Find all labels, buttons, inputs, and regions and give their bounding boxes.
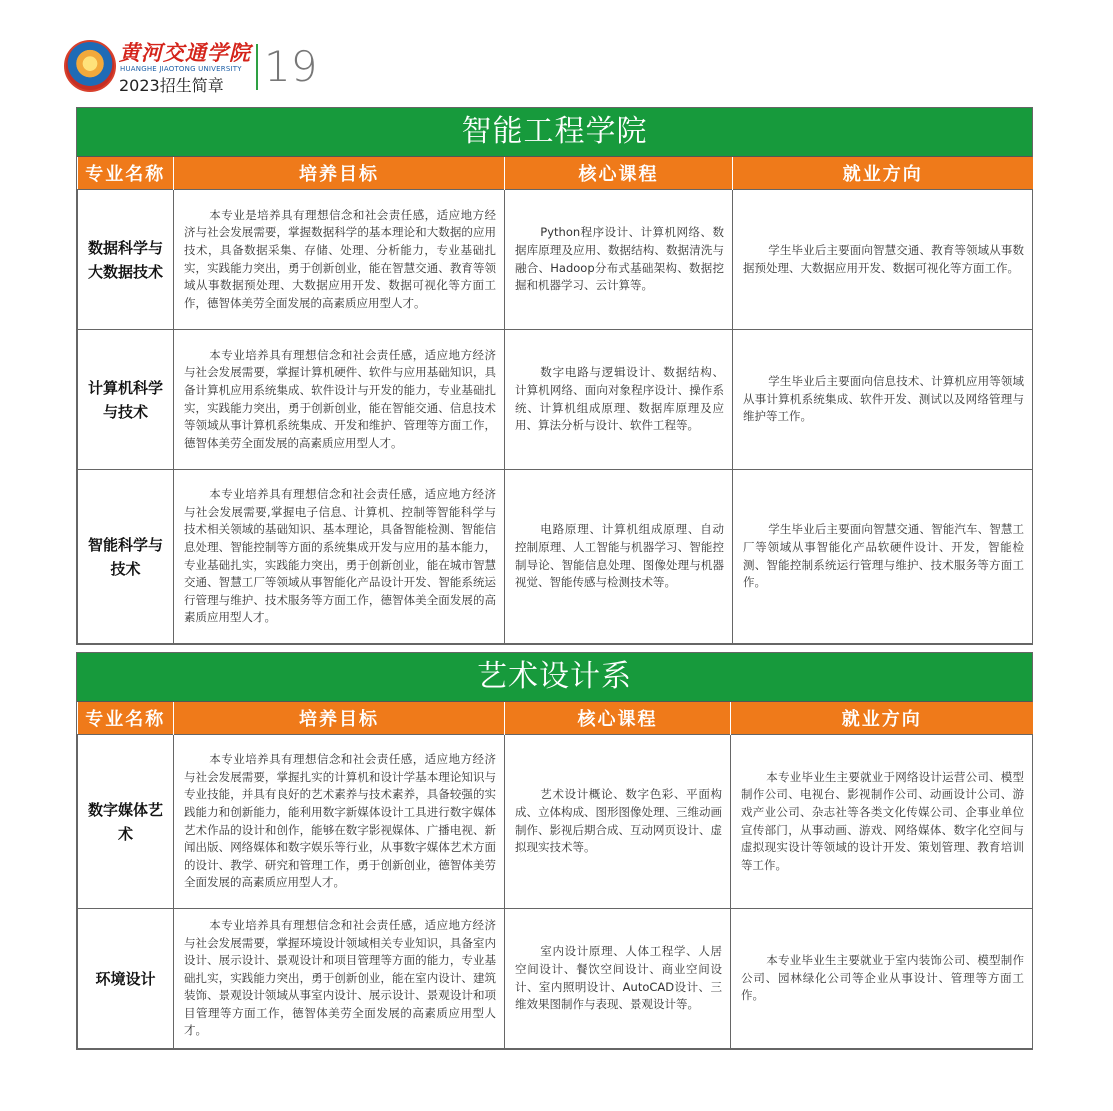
career-direction: 本专业毕业生主要就业于室内装饰公司、模型制作公司、园林绿化公司等企业从事设计、管理等方面工作。 (731, 909, 1033, 1049)
section-title: 艺术设计系 (77, 653, 1032, 702)
table-row (78, 470, 1033, 644)
section-art-design (76, 652, 1033, 1050)
training-goal: 本专业培养具有理想信念和社会责任感，适应地方经济与社会发展需要，掌握环境设计领域相关专业知识，具备室内设计、展示设计、景观设计和项目管理等方面的能力，专业基础扎实，实践能力突出，勇于创新创业，能在室内设计、建筑装饰、景观设计领域从事室内设计、展示设计、景观设计和项目管理等方面工作，德智体美劳全面发展的高素质应用型人才。 (174, 909, 505, 1049)
col-header-major: 专业名称 (78, 157, 174, 190)
major-name: 环境设计 (78, 909, 174, 1049)
training-goal: 本专业培养具有理想信念和社会责任感，适应地方经济与社会发展需要,掌握电子信息、计算机、控制等智能科学与技术相关领域的基础知识、基本理论，具备智能检测、智能信息处理、智能控制等方面的系统集成开发与应用的基本能力，专业基础扎实，实践能力突出，勇于创新创业，能在城市智慧交通、智慧工厂等领域从事智能化产品设计开发、智能系统运行管理与维护、技术服务等方面工作，德智体美全面发展的高素质应用型人才。 (174, 470, 505, 644)
brochure-title: 2023招生简章 (119, 76, 224, 95)
majors-table (77, 157, 1033, 644)
major-name: 数字媒体艺术 (78, 735, 174, 909)
core-courses: Python程序设计、计算机网络、数据库原理及应用、数据结构、数据清洗与融合、Hadoop分布式基础架构、数据挖掘和机器学习、云计算等。 (505, 190, 733, 330)
core-courses: 数字电路与逻辑设计、数据结构、计算机网络、面向对象程序设计、操作系统、计算机组成原理、数据库原理及应用、算法分析与设计、软件工程等。 (505, 330, 733, 470)
university-logo-icon (64, 40, 116, 92)
table-header-row (78, 702, 1033, 735)
career-direction: 学生毕业后主要面向智慧交通、智能汽车、智慧工厂等领域从事智能化产品软硬件设计、开发，智能检测、智能控制系统运行管理与维护、技术服务等方面工作。 (733, 470, 1033, 644)
table-row (78, 190, 1033, 330)
section-intelligent-engineering (76, 107, 1033, 645)
section-title: 智能工程学院 (77, 108, 1032, 157)
career-direction: 学生毕业后主要面向信息技术、计算机应用等领域从事计算机系统集成、软件开发、测试以及网络管理与维护等工作。 (733, 330, 1033, 470)
table-row (78, 330, 1033, 470)
table-row (78, 735, 1033, 909)
col-header-courses: 核心课程 (505, 157, 733, 190)
col-header-goal: 培养目标 (174, 157, 505, 190)
col-header-career: 就业方向 (731, 702, 1033, 735)
header-divider (256, 44, 258, 90)
major-name: 智能科学与技术 (78, 470, 174, 644)
majors-table (77, 702, 1033, 1049)
core-courses: 电路原理、计算机组成原理、自动控制原理、人工智能与机器学习、智能控制导论、智能信息处理、图像处理与机器视觉、智能传感与检测技术等。 (505, 470, 733, 644)
major-name: 数据科学与大数据技术 (78, 190, 174, 330)
col-header-major: 专业名称 (78, 702, 174, 735)
career-direction: 本专业毕业生主要就业于网络设计运营公司、模型制作公司、电视台、影视制作公司、动画设计公司、游戏产业公司、杂志社等各类文化传媒公司、企事业单位宣传部门，从事动画、游戏、网络媒体、数字化空间与虚拟现实设计等领域的设计开发、策划管理、教育培训等工作。 (731, 735, 1033, 909)
school-name-en: HUANGHE JIAOTONG UNIVERSITY (120, 65, 242, 73)
page-number: 19 (264, 42, 318, 91)
col-header-goal: 培养目标 (174, 702, 505, 735)
table-row (78, 909, 1033, 1049)
col-header-courses: 核心课程 (505, 702, 731, 735)
page-header (64, 36, 364, 96)
table-header-row (78, 157, 1033, 190)
major-name: 计算机科学与技术 (78, 330, 174, 470)
training-goal: 本专业是培养具有理想信念和社会责任感，适应地方经济与社会发展需要，掌握数据科学的基本理论和大数据的应用技术，具备数据采集、存储、处理、分析能力，专业基础扎实，实践能力突出，勇于创新创业，能在智慧交通、教育等领域从事数据预处理、大数据应用开发、数据可视化等方面工作，德智体美劳全面发展的高素质应用型人才。 (174, 190, 505, 330)
core-courses: 艺术设计概论、数字色彩、平面构成、立体构成、图形图像处理、三维动画制作、影视后期合成、互动网页设计、虚拟现实技术等。 (505, 735, 731, 909)
col-header-career: 就业方向 (733, 157, 1033, 190)
core-courses: 室内设计原理、人体工程学、人居空间设计、餐饮空间设计、商业空间设计、室内照明设计、AutoCAD设计、三维效果图制作与表现、景观设计等。 (505, 909, 731, 1049)
training-goal: 本专业培养具有理想信念和社会责任感，适应地方经济与社会发展需要，掌握扎实的计算机和设计学基本理论知识与专业技能，并具有良好的艺术素养与技术素养，具备较强的实践能力和创新能力，能利用数字新媒体设计工具进行数字媒体艺术作品的设计和创作，能够在数字影视媒体、广播电视、新闻出版、网络媒体和数字娱乐等行业，从事数字媒体艺术方面的设计、教学、研究和管理工作，勇于创新创业，德智体美劳全面发展的高素质应用型人才。 (174, 735, 505, 909)
training-goal: 本专业培养具有理想信念和社会责任感，适应地方经济与社会发展需要，掌握计算机硬件、软件与应用基础知识，具备计算机应用系统集成、软件设计与开发的能力，专业基础扎实，实践能力突出，勇于创新创业，能在智能交通、信息技术等领域从事计算机系统集成、开发和维护、管理等方面工作，德智体美劳全面发展的高素质应用型人才。 (174, 330, 505, 470)
career-direction: 学生毕业后主要面向智慧交通、教育等领域从事数据预处理、大数据应用开发、数据可视化等方面工作。 (733, 190, 1033, 330)
school-name-cn: 黄河交通学院 (119, 40, 251, 65)
